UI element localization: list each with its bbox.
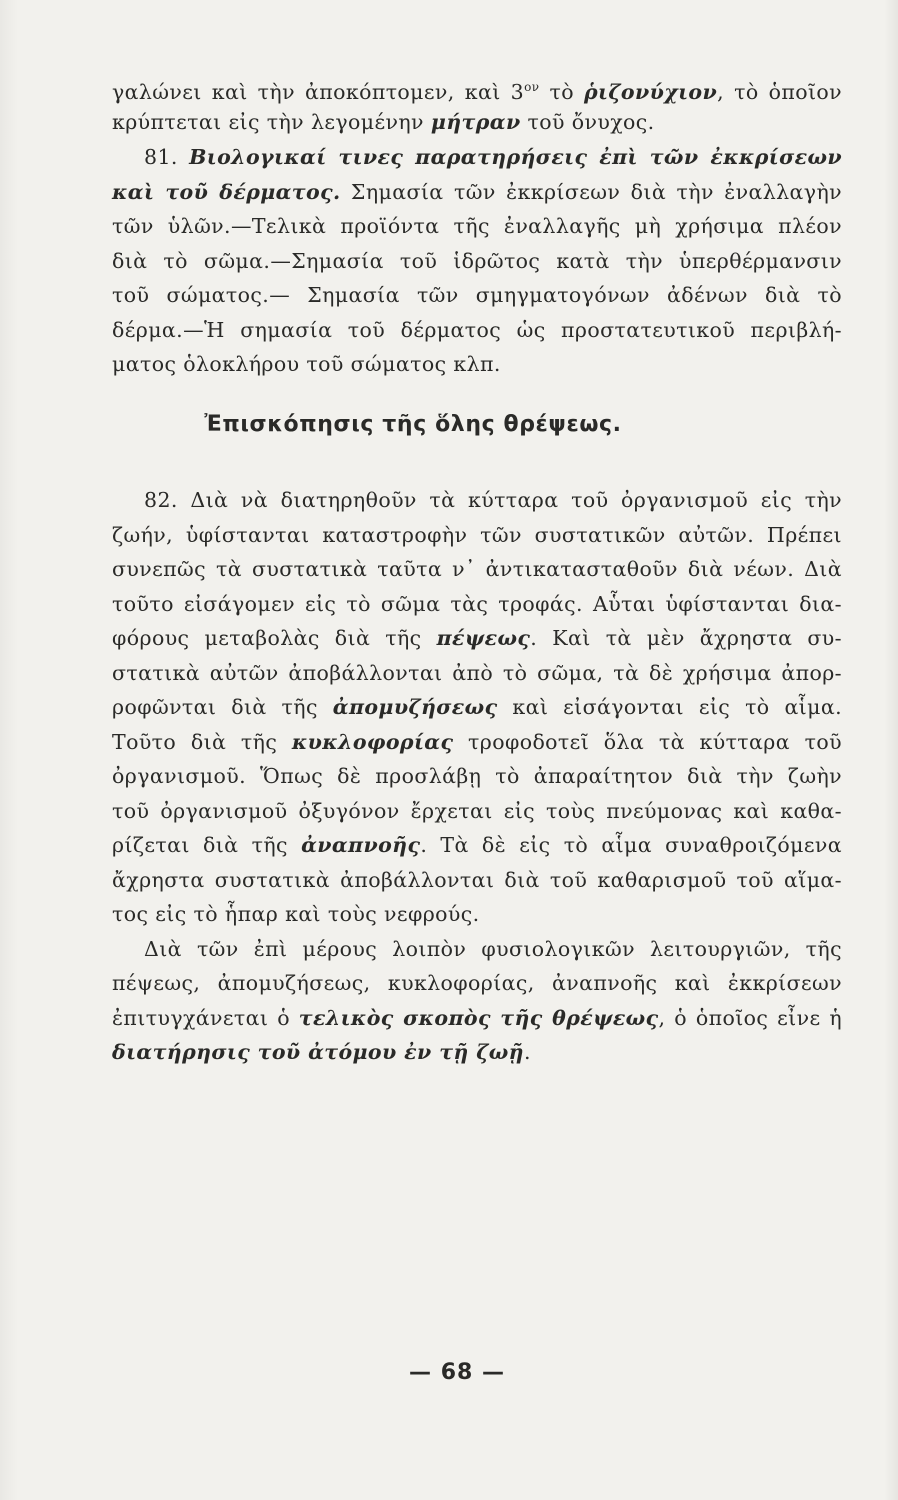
text-line: κρύπτεται εἰς τὴν λεγομένην μήτραν τοῦ ὄνυχος. [112,109,655,134]
text-line: πέψεως, ἀπομυζήσεως, κυκλοφορίας, ἀναπνοῆς καὶ ἐκκρίσεων [112,971,842,995]
text-line: 81. Βιολογικαί τινες παρατηρήσεις ἐπὶ τῶν ἐκκρίσεων [144,145,842,169]
text-line: γαλώνει καὶ τὴν ἀποκόπτομεν, καὶ $3^{o\nu}$ τὸ ῥιζονύχιον, τὸ ὁποῖον [112,79,842,104]
section-title: καὶ τοῦ δέρματος. [112,179,341,204]
term-emphasis: τελικὸς σκοπὸς τῆς θρέψεως [298,1005,659,1030]
text-line: τῶν ὑλῶν.—Τελικὰ προϊόντα τῆς ἐναλλαγῆς μὴ χρήσιμα πλέον [112,214,842,238]
text-line: συνεπῶς τὰ συστατικὰ ταῦτα ν᾽ ἀντικατασταθοῦν διὰ νέων. Διὰ [112,557,842,581]
section-81 [112,140,842,382]
text-line: τος εἰς τὸ ἧπαρ καὶ τοὺς νεφρούς. [112,902,480,926]
text-line: Διὰ τῶν ἐπὶ μέρους λοιπὸν φυσιολογικῶν λειτουργιῶν, τῆς [144,936,842,961]
text-line: 82. Διὰ νὰ διατηρηθοῦν τὰ κύτταρα τοῦ ὀργανισμοῦ εἰς τὴν [144,488,842,512]
term-emphasis: διατήρησις τοῦ ἀτόμου ἐν τῇ ζωῇ [112,1040,524,1064]
text-line: τοῦ ὀργανισμοῦ ὀξυγόνον ἔρχεται εἰς τοὺς πνεύμονας καὶ καθα- [112,798,842,823]
text-line: διατήρησις τοῦ ἀτόμου ἐν τῇ ζωῇ. [112,1040,531,1064]
text-line: ρίζεται διὰ τῆς ἀναπνοῆς. Τὰ δὲ εἰς τὸ αἷμα συναθροιζόμενα [112,833,842,857]
text-line: Τοῦτο διὰ τῆς κυκλοφορίας τροφοδοτεῖ ὅλα τὰ κύτταρα τοῦ [112,729,843,754]
term-emphasis: πέψεως [436,626,531,650]
text-line: καὶ τοῦ δέρματος. Σημασία τῶν ἐκκρίσεων διὰ τὴν ἐναλλαγὴν [112,179,842,204]
text-line: ροφῶνται διὰ τῆς ἀπομυζήσεως καὶ εἰσάγονται εἰς τὸ αἷμα. [112,695,843,719]
page-number: — 68 — [409,1360,505,1385]
term-emphasis: ἀναπνοῆς [301,833,421,857]
text-line: φόρους μεταβολὰς διὰ τῆς πέψεως. Καὶ τὰ μὲν ἄχρηστα συ- [112,626,842,650]
text-line: ματος ὁλοκλήρου τοῦ σώματος κλπ. [112,352,501,376]
text-line: ἐπιτυγχάνεται ὁ τελικὸς σκοπὸς τῆς θρέψεως, ὁ ὁποῖος εἶνε ἡ [112,1005,843,1030]
text-line: ἄχρηστα συστατικὰ ἀποβάλλονται διὰ τοῦ καθαρισμοῦ τοῦ αἵμα- [112,867,842,892]
chapter-heading: Ἐπισκόπησις τῆς ὅλης θρέψεως. [204,412,622,437]
text-line: τοῦτο εἰσάγομεν εἰς τὸ σῶμα τὰς τροφάς. Αὗται ὑφίστανται δια- [112,591,842,616]
text-line: ζωήν, ὑφίστανται καταστροφὴν τῶν συστατικῶν αὐτῶν. Πρέπει [112,522,842,547]
text-line: διὰ τὸ σῶμα.—Σημασία τοῦ ἱδρῶτος κατὰ τὴν ὑπερθέρμανσιν [112,248,842,273]
term-emphasis: κυκλοφορίας [291,729,454,754]
term-emphasis: ἀπομυζήσεως [332,695,498,719]
continuation-paragraph [112,70,842,139]
section-82 [112,483,842,1070]
text-line: στατικὰ αὐτῶν ἀποβάλλονται ἀπὸ τὸ σῶμα, τὰ δὲ χρήσιμα ἀπορ- [112,660,842,685]
section-title: Βιολογικαί τινες παρατηρήσεις ἐπὶ τῶν ἐκκρίσεων [189,145,842,169]
term-emphasis: ῥιζονύχιον [584,79,718,104]
term-emphasis: μήτραν [430,109,521,134]
text-line: τοῦ σώματος.— Σημασία τῶν σμηγματογόνων ἀδένων διὰ τὸ [112,283,842,307]
text-line: ὀργανισμοῦ. Ὅπως δὲ προσλάβῃ τὸ ἀπαραίτητον διὰ τὴν ζωὴν [112,764,842,788]
text-line: δέρμα.—Ἡ σημασία τοῦ δέρματος ὡς προστατευτικοῦ περιβλή- [112,317,842,342]
